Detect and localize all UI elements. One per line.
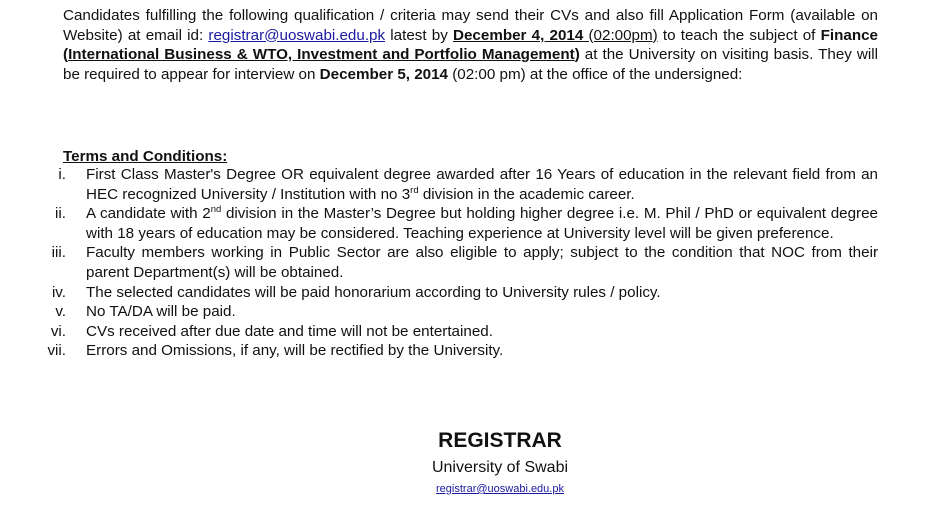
term-number: ii.: [55, 205, 66, 223]
term-text-part: division in the academic career.: [418, 185, 635, 203]
specializations: International Business & WTO, Investment and Portfolio Management: [68, 46, 575, 64]
term-text: Faculty members working in Public Sector are also eligible to apply; subject to the condition that NOC from their parent Department(s) will be obtained.: [86, 244, 878, 281]
intro-text-5: (02:00 pm) at the office of the undersigned:: [448, 65, 743, 83]
interview-date: December 5, 2014: [319, 65, 448, 83]
terms-heading: Terms and Conditions:: [63, 148, 228, 165]
term-number: iv.: [51, 283, 66, 301]
email-link[interactable]: registrar@uoswabi.edu.pk: [208, 26, 386, 44]
term-number: vii.: [47, 342, 66, 360]
deadline-time: (02:00pm): [583, 26, 658, 44]
signature-email: [380, 481, 620, 497]
intro-text-1: Candidates fulfilling the following qualification / criteria may send their CVs and also fill Application Form (available on Website) at email id:: [63, 7, 878, 44]
term-text: [86, 204, 878, 243]
term-text-part: A candidate with 2: [86, 205, 211, 223]
paren-close: ): [574, 46, 580, 64]
deadline-date: December 4, 2014: [453, 26, 584, 44]
term-item: [0, 283, 940, 303]
paren-open: (: [63, 46, 69, 64]
intro-text-2: latest by: [385, 26, 454, 44]
term-number: v.: [55, 303, 66, 321]
terms-list: [0, 165, 940, 361]
term-item: [0, 302, 940, 322]
term-text-part: First Class Master's Degree OR equivalent degree awarded after 16 Years of education in the relevant field from an HEC recognized University / Institution with no 3: [86, 166, 878, 203]
term-number: i.: [58, 166, 66, 183]
term-text: [86, 165, 878, 204]
intro-text-4: at the University on visiting basis. They will be required to appear for interview on: [63, 46, 878, 83]
subject-name: Finance: [820, 26, 878, 44]
term-text-part: division in the Master’s Degree but holding higher degree i.e. M. Phil / PhD or equivalent degree with 18 years of education may be considered. Teaching experience at University level will be given preference.: [86, 205, 878, 242]
term-item: [0, 322, 940, 342]
intro-text-3: to teach the subject of: [657, 26, 821, 44]
term-item: [0, 243, 940, 282]
signature-email-link[interactable]: registrar@uoswabi.edu.pk: [436, 483, 564, 495]
term-number: iii.: [51, 244, 66, 262]
term-number: vi.: [50, 322, 66, 340]
term-text: Errors and Omissions, if any, will be rectified by the University.: [86, 342, 504, 360]
deadline: [453, 27, 658, 44]
term-item: [0, 204, 940, 243]
intro-paragraph: [63, 6, 878, 84]
term-superscript: nd: [210, 204, 222, 216]
term-text: CVs received after due date and time will not be entertained.: [86, 322, 493, 340]
term-text: No TA/DA will be paid.: [86, 303, 236, 321]
term-item: [0, 165, 940, 204]
signature-title: REGISTRAR: [438, 429, 562, 452]
term-superscript: rd: [410, 184, 419, 196]
term-item: [0, 341, 940, 361]
signature-organization: University of Swabi: [431, 459, 569, 476]
term-text: The selected candidates will be paid honorarium according to University rules / policy.: [86, 283, 661, 301]
